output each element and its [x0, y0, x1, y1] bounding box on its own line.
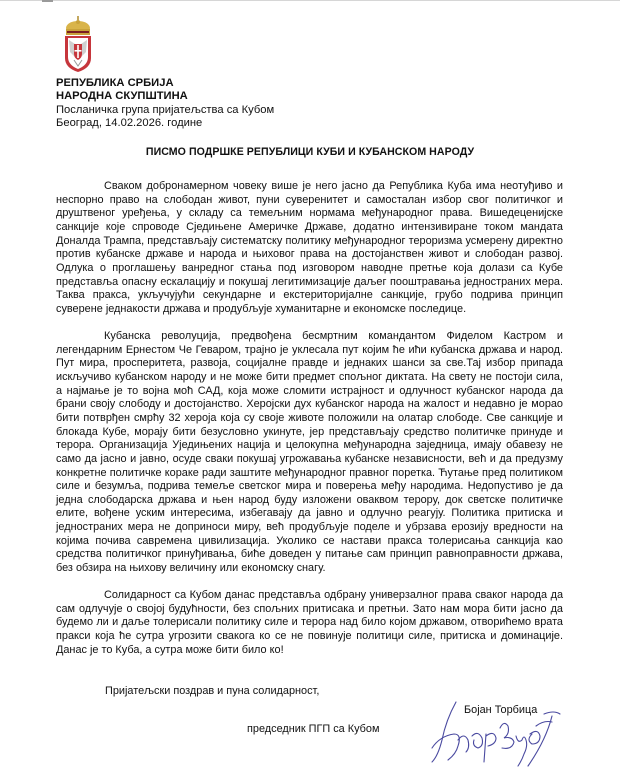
letter-body — [56, 180, 563, 671]
paragraph-1: Сваком добронамерном човеку више је него јасно да Република Куба има неотуђиво и неспорно право на слободан живот, пуни суверенитет и самосталан избор свог политичког и друштвеног уређења, у складу са темељним нормама међународног права. Вишедеценијске санкције које спроводе Сједињене Америчке Државе, додатно интензивиране током мандата Доналда Трампа, представљају систематску политику међународног тероризма усмерену директно против кубанске државе и народа и њиховог права на достојанствен живот и слободан развој. Одлука о проглашењу ванредног стања под изговором наводне претње која долази са Кубе представља опасну ескалацију и покушај легитимизације даљег пооштравања једностраних мера. Таква пракса, укључујући секундарне и екстериторијалне санкције, грубо подрива принцип суверене једнакости држава и продубљује хуманитарне и економске последице. — [56, 180, 563, 315]
closing-salutation: Пријатељски поздрав и пуна солидарност, — [105, 685, 320, 697]
signer-role: председник ПГП са Кубом — [247, 723, 380, 735]
serbian-coat-of-arms-icon — [62, 14, 94, 74]
paragraph-3: Солидарност са Кубом данас представља одбрану универзалног права сваког народа да сам одлучује о својој будућности, без спољних притисака и претњи. Зато нам мора бити јасно да будемо ли и даље толерисали политику силе и терора над било којом државом, отворићемо врата пракси која ће сутра угрозити свакога ко се не повинује политици силе, притиска и доминације. Данас је то Куба, а сутра може бити било ко! — [56, 589, 563, 656]
letterhead-date: Београд, 14.02.2026. године — [56, 117, 203, 130]
letterhead-group: Посланичка група пријатељства са Кубом — [56, 103, 275, 116]
letterhead-country: РЕПУБЛИКА СРБИЈА — [56, 77, 174, 89]
top-scroll-marker — [42, 0, 53, 2]
paragraph-2: Кубанска револуција, предвођена бесмртним командантом Фиделом Кастром и легендарним Ернестом Че Геваром, трајно је уклесала пут којим ће ићи кубанска држава и народ. Пут мира, просперитета, развоја, социјалне правде и једнаких шанси за све.Тај избор припада искључиво кубанском народу и не може бити предмет спољног диктата. На свету не постоји сила, а најмање је то војна моћ САД, која може сломити истрајност и одлучност кубанског народа да брани своју слободу и достојанство. Херојски дух кубанског народа на жалост и недавно је морао бити потврђен смрћу 32 хероја која су своје животе положили на олатар слободе. Све санкције и блокада Кубе, морају бити безусловно укинуте, јер представљају средство политичке принуде и терора. Организација Уједињених нација и целокупна међународна заједница, имају обавезу не само да јасно и јавно, осуде сваки покушај угрожавања кубанске независности, већ и да предузму конкретне политичке кораке ради заштите међународног правног поретка. Ћутање пред политиком силе и безумља, подрива темеље светског мира и поверења међу народима. Недопустиво је да једна слободарска држава и њен народ буду изложени оваквом терору, док светске политичке елите, вођене уским интересима, избегавају да јавно и одлучно реагују. Политика притиска и једностраних мера не доприноси миру, већ продубљује поделе и убрзава ерозију вредности на којима почива савремена цивилизација. Уколико се настави пракса толерисања санкција као средства политичког принуђивања, биће доведен у питање сам принцип равноправности држава, без обзира на њихову величину или економску снагу. — [56, 329, 563, 575]
letter-title: ПИСМО ПОДРШКЕ РЕПУБЛИЦИ КУБИ И КУБАНСКОМ НАРОДУ — [145, 146, 475, 158]
letterhead-institution: НАРОДНА СКУПШТИНА — [56, 90, 188, 103]
letterhead — [56, 77, 274, 131]
signer-name: Бојан Торбица — [464, 704, 538, 716]
top-border — [0, 0, 620, 1]
